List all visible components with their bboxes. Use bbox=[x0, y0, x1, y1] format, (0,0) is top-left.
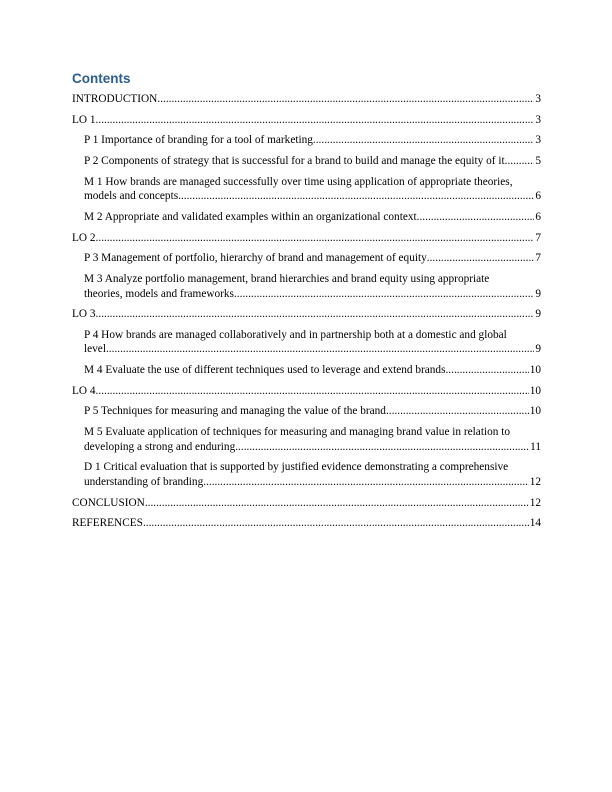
dot-leader bbox=[96, 307, 535, 322]
dot-leader bbox=[234, 287, 534, 302]
toc-entry[interactable] bbox=[72, 92, 541, 107]
dot-leader bbox=[235, 440, 529, 455]
toc-entry-title-line: M 1 How brands are managed successfully over time using application of appropriate theories, bbox=[84, 175, 513, 188]
toc-entry-title: P 1 Importance of branding for a tool of marketing bbox=[84, 134, 313, 147]
toc-entry-page-number: 11 bbox=[530, 440, 541, 453]
toc-entry-title: INTRODUCTION bbox=[72, 93, 158, 105]
toc-entry-title: P 5 Techniques for measuring and managing the value of the brand bbox=[84, 405, 386, 418]
toc-entry-title: developing a strong and enduring bbox=[84, 440, 236, 453]
toc-entry-page-number: 10 bbox=[529, 405, 541, 418]
toc-entry[interactable] bbox=[72, 460, 541, 489]
toc-entry[interactable] bbox=[72, 425, 541, 454]
toc-entry-title: M 4 Evaluate the use of different techniques used to leverage and extend brands bbox=[84, 364, 446, 377]
toc-entry-page-number: 6 bbox=[535, 190, 541, 203]
toc-entry[interactable] bbox=[72, 154, 541, 169]
toc-entry[interactable] bbox=[72, 210, 541, 225]
toc-entry-page-number: 10 bbox=[529, 384, 541, 397]
toc-entry-title-line: D 1 Critical evaluation that is supported by justified evidence demonstrating a comprehensive bbox=[84, 461, 509, 474]
toc-entry[interactable] bbox=[72, 251, 541, 266]
toc-entry[interactable] bbox=[72, 404, 541, 419]
toc-entry-title: LO 1 bbox=[72, 113, 96, 126]
dot-leader bbox=[427, 251, 535, 266]
toc-entry[interactable] bbox=[72, 133, 541, 148]
dot-leader bbox=[417, 210, 535, 225]
dot-leader bbox=[313, 133, 534, 148]
toc-entry-title: models and concepts bbox=[84, 190, 179, 203]
toc-entry-page-number: 3 bbox=[535, 113, 541, 126]
toc-entry-page-number: 7 bbox=[535, 231, 541, 244]
toc-entry-page-number: 12 bbox=[529, 475, 541, 488]
toc-entry-title: P 2 Components of strategy that is successful for a brand to build and manage the equity of it bbox=[84, 155, 505, 168]
toc-entry-page-number: 3 bbox=[535, 93, 541, 105]
toc-entry-title-line: M 5 Evaluate application of techniques for measuring and managing brand value in relation to bbox=[84, 426, 511, 439]
dot-leader bbox=[178, 189, 534, 204]
toc-entry-page-number: 10 bbox=[529, 364, 541, 377]
dot-leader bbox=[386, 404, 529, 419]
toc-entry[interactable] bbox=[72, 175, 541, 204]
toc-entry[interactable] bbox=[72, 272, 541, 301]
toc-entry-page-number: 14 bbox=[529, 517, 541, 530]
dot-leader bbox=[143, 516, 529, 531]
dot-leader bbox=[145, 496, 529, 511]
toc-entry-title: CONCLUSION bbox=[72, 496, 145, 509]
toc-entry-page-number: 6 bbox=[535, 210, 541, 223]
toc-entry[interactable] bbox=[72, 516, 541, 531]
toc-entry-page-number: 9 bbox=[535, 343, 541, 356]
toc-entry-title-line: P 4 How brands are managed collaboratively and in partnership both at a domestic and global bbox=[84, 328, 507, 341]
dot-leader bbox=[106, 342, 534, 357]
dot-leader bbox=[445, 363, 528, 378]
toc-entry-title: level bbox=[84, 343, 106, 356]
toc-entry-page-number: 9 bbox=[535, 308, 541, 321]
toc-entry[interactable] bbox=[72, 496, 541, 511]
table-of-contents bbox=[72, 92, 541, 537]
toc-entry-title: M 2 Appropriate and validated examples within an organizational context bbox=[84, 210, 417, 223]
toc-entry-title: theories, models and frameworks bbox=[84, 287, 234, 300]
toc-entry[interactable] bbox=[72, 113, 541, 128]
toc-entry-title: P 3 Management of portfolio, hierarchy of brand and management of equity bbox=[84, 252, 427, 265]
dot-leader bbox=[203, 475, 528, 490]
toc-entry-page-number: 12 bbox=[529, 496, 541, 509]
toc-entry-page-number: 3 bbox=[535, 134, 541, 147]
toc-entry[interactable] bbox=[72, 384, 541, 399]
toc-entry[interactable] bbox=[72, 231, 541, 246]
dot-leader bbox=[96, 113, 535, 128]
toc-entry[interactable] bbox=[72, 307, 541, 322]
toc-entry-page-number: 9 bbox=[535, 287, 541, 300]
toc-entry-title: LO 4 bbox=[72, 384, 96, 397]
toc-heading: Contents bbox=[72, 71, 131, 86]
dot-leader bbox=[96, 384, 529, 399]
toc-entry[interactable] bbox=[72, 328, 541, 357]
toc-entry[interactable] bbox=[72, 363, 541, 378]
toc-entry-title: LO 3 bbox=[72, 308, 96, 321]
toc-entry-title: LO 2 bbox=[72, 231, 96, 244]
toc-entry-title: REFERENCES bbox=[72, 517, 143, 530]
toc-entry-title: understanding of branding bbox=[84, 475, 204, 488]
dot-leader bbox=[157, 92, 534, 107]
dot-leader bbox=[505, 154, 535, 169]
toc-entry-page-number: 5 bbox=[535, 155, 541, 168]
dot-leader bbox=[96, 231, 535, 246]
toc-entry-page-number: 7 bbox=[535, 252, 541, 265]
toc-entry-title-line: M 3 Analyze portfolio management, brand hierarchies and brand equity using appropriate bbox=[84, 273, 490, 285]
